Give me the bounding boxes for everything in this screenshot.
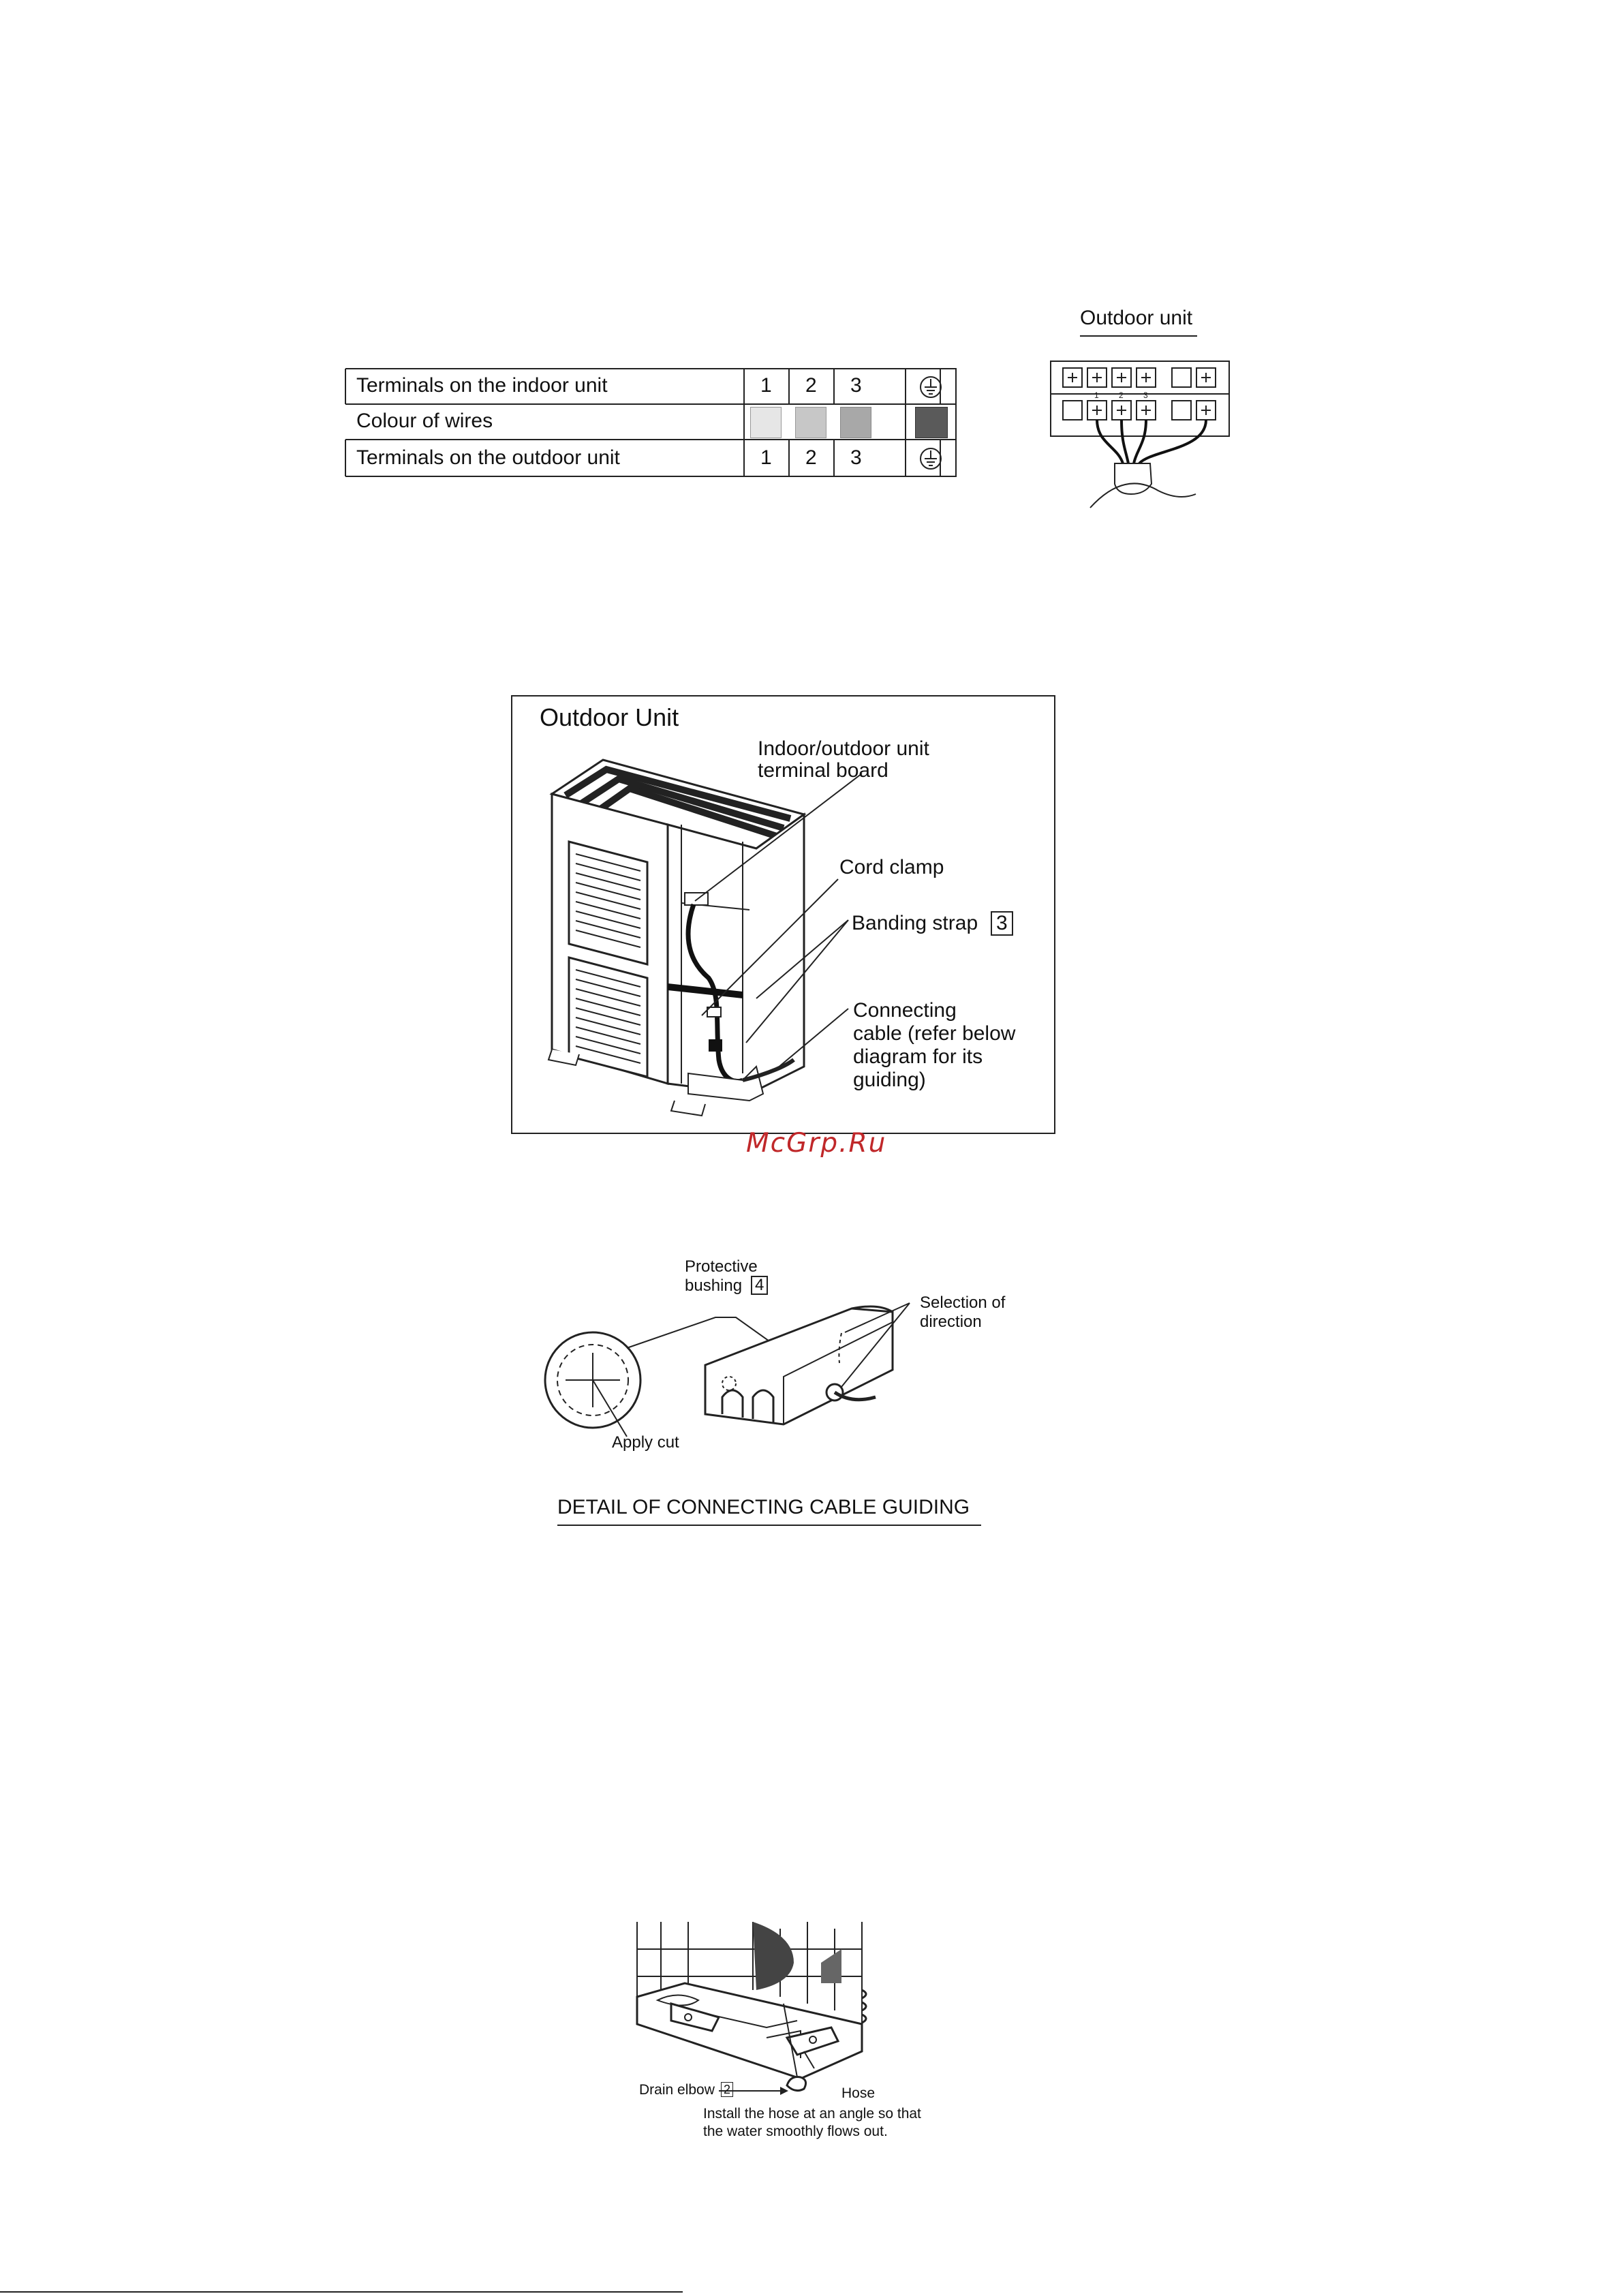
indoor-terminal-3: 3 xyxy=(850,374,862,397)
callout-banding-strap-num: 3 xyxy=(991,911,1013,936)
wire-swatch-1 xyxy=(750,407,782,438)
drain-note-line1: Install the hose at an angle so that xyxy=(703,2106,921,2122)
footer-rule xyxy=(0,2291,683,2293)
wiring-table xyxy=(343,366,956,482)
indoor-terminal-1: 1 xyxy=(760,374,772,397)
selection-label-line1: Selection of xyxy=(920,1294,1006,1312)
callout-cord-clamp: Cord clamp xyxy=(839,856,944,878)
caption-underline xyxy=(557,1525,981,1526)
outdoor-terminal-1: 1 xyxy=(760,446,772,469)
terminal-number-2: 2 xyxy=(1119,391,1124,400)
wire-swatch-2 xyxy=(795,407,826,438)
callout-banding-strap: Banding strap xyxy=(852,912,978,934)
outdoor-unit-title: Outdoor Unit xyxy=(540,703,679,731)
drain-note-line2: the water smoothly flows out. xyxy=(703,2124,888,2139)
row-outdoor-label: Terminals on the outdoor unit xyxy=(356,446,620,469)
callout-connecting-cable-line4: guiding) xyxy=(853,1069,926,1091)
wire-swatch-earth xyxy=(915,407,948,438)
hose-label: Hose xyxy=(841,2085,876,2101)
earth-icon xyxy=(917,373,944,401)
protective-label-line2: bushing xyxy=(685,1276,743,1295)
drain-elbow-num: 2 xyxy=(721,2082,733,2097)
wire-swatch-3 xyxy=(840,407,871,438)
drain-elbow-label: Drain elbow xyxy=(639,2082,715,2098)
callout-terminal-board-line2: terminal board xyxy=(758,759,888,782)
outdoor-terminal-2: 2 xyxy=(805,446,817,469)
watermark: McGrp.Ru xyxy=(746,1128,887,1159)
terminal-diagram-underline xyxy=(1080,335,1197,337)
callout-connecting-cable-line1: Connecting xyxy=(853,999,957,1022)
row-colour-label: Colour of wires xyxy=(356,410,493,432)
callout-connecting-cable-line3: diagram for its xyxy=(853,1045,983,1068)
callout-terminal-board-line1: Indoor/outdoor unit xyxy=(758,737,929,760)
protective-num: 4 xyxy=(751,1276,768,1295)
terminal-board-diagram xyxy=(1049,354,1233,511)
terminal-number-1: 1 xyxy=(1094,391,1099,400)
indoor-terminal-2: 2 xyxy=(805,374,817,397)
callout-connecting-cable-line2: cable (refer below xyxy=(853,1022,1016,1045)
row-indoor-label: Terminals on the indoor unit xyxy=(356,374,608,397)
outdoor-terminal-3: 3 xyxy=(850,446,862,469)
apply-cut-label: Apply cut xyxy=(612,1433,679,1452)
earth-icon xyxy=(917,445,944,472)
terminal-diagram-title: Outdoor unit xyxy=(1080,307,1193,329)
selection-label-line2: direction xyxy=(920,1313,982,1331)
terminal-number-3: 3 xyxy=(1143,391,1148,400)
protective-label-line1: Protective xyxy=(685,1257,758,1276)
cable-guiding-caption: DETAIL OF CONNECTING CABLE GUIDING xyxy=(557,1496,970,1518)
